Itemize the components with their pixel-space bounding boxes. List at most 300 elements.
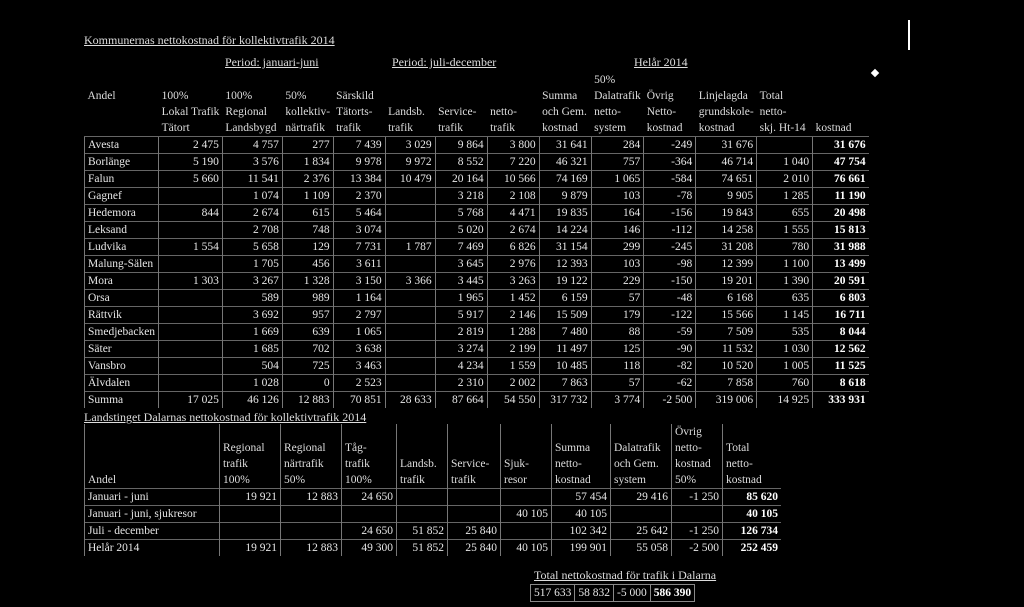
table-cell: 87 664 <box>435 392 487 409</box>
table-cell: -150 <box>644 273 696 290</box>
table-cell: 14 258 <box>696 222 757 239</box>
table-cell: 299 <box>591 239 644 256</box>
table-cell: 2 310 <box>435 375 487 392</box>
county-cost-table <box>84 424 781 556</box>
table-cell: 2 370 <box>333 188 385 205</box>
header-cell <box>644 72 696 88</box>
table-cell: 19 835 <box>539 205 591 222</box>
row-label: Rättvik <box>85 307 159 324</box>
table-cell: 9 972 <box>385 154 435 171</box>
header-cell: Summa <box>552 440 611 456</box>
header-cell <box>448 424 501 440</box>
table-cell: 2 475 <box>159 137 223 154</box>
total-cost-table <box>530 584 695 602</box>
header-cell <box>539 72 591 88</box>
table-cell: 25 840 <box>448 540 501 557</box>
table-cell: -2 500 <box>672 540 723 557</box>
table-cell: 31 676 <box>696 137 757 154</box>
table-cell: 9 978 <box>333 154 385 171</box>
table-cell: -364 <box>644 154 696 171</box>
table-cell: 15 813 <box>813 222 869 239</box>
table-cell: 11 190 <box>813 188 869 205</box>
table-cell: 15 509 <box>539 307 591 324</box>
header-cell: Landsb. <box>397 456 448 472</box>
table-cell: 1 328 <box>282 273 333 290</box>
table-cell: 5 020 <box>435 222 487 239</box>
table-cell: 0 <box>282 375 333 392</box>
header-cell <box>487 72 539 88</box>
table-cell: 1 074 <box>222 188 282 205</box>
header-cell <box>435 72 487 88</box>
header-cell <box>696 72 757 88</box>
header-cell: och Gem. <box>542 106 587 118</box>
table-cell: 1 559 <box>487 358 539 375</box>
municipal-cost-table <box>84 72 869 408</box>
table-cell: 3 267 <box>222 273 282 290</box>
header-cell: netto- <box>552 456 611 472</box>
table-row <box>85 290 869 307</box>
table-cell: 14 925 <box>757 392 813 409</box>
row-label: Helår 2014 <box>85 540 220 557</box>
table-cell: 14 224 <box>539 222 591 239</box>
table-cell: 55 058 <box>611 540 672 557</box>
table-row <box>85 540 782 557</box>
scan-artifact <box>908 20 910 50</box>
table-cell: 456 <box>282 256 333 273</box>
total-cell: 517 633 <box>531 585 575 602</box>
table-cell: 5 917 <box>435 307 487 324</box>
table-cell: 10 566 <box>487 171 539 188</box>
table-cell: 3 274 <box>435 341 487 358</box>
table-cell <box>159 324 223 341</box>
table-cell: 103 <box>591 256 644 273</box>
table-cell: -1 250 <box>672 523 723 540</box>
table-cell: 725 <box>282 358 333 375</box>
table-cell: 40 105 <box>552 506 611 523</box>
table-cell: 3 074 <box>333 222 385 239</box>
table-row <box>85 222 869 239</box>
header-cell: trafik <box>388 122 414 134</box>
header-cell: skj. Ht-14 <box>759 122 806 134</box>
row-label: Vansbro <box>85 358 159 375</box>
header-cell: resor <box>501 472 552 489</box>
header-cell: Total <box>759 90 784 102</box>
header-cell: kostnad <box>552 472 611 489</box>
table-cell: 12 399 <box>696 256 757 273</box>
header-cell: trafik <box>490 122 516 134</box>
table-cell: 9 879 <box>539 188 591 205</box>
header-cell: Övrig <box>646 90 674 102</box>
header-cell: Särskild <box>336 90 374 102</box>
header-cell: närtrafik <box>285 122 325 134</box>
table-cell: 1 164 <box>333 290 385 307</box>
table-cell <box>385 188 435 205</box>
table-cell: 129 <box>282 239 333 256</box>
table-cell: 5 658 <box>222 239 282 256</box>
table-cell: 1 787 <box>385 239 435 256</box>
table-cell: 29 416 <box>611 489 672 506</box>
header-cell <box>487 88 539 104</box>
total-cell: -5 000 <box>614 585 651 602</box>
header-cell: Regional <box>281 440 342 456</box>
row-label: Ludvika <box>85 239 159 256</box>
table-cell: 17 025 <box>159 392 223 409</box>
header-cell: Övrig <box>672 424 723 440</box>
table-row <box>85 171 869 188</box>
table-cell: 760 <box>757 375 813 392</box>
table-cell: 118 <box>591 358 644 375</box>
table-cell: 3 263 <box>487 273 539 290</box>
header-cell <box>281 424 342 440</box>
row-label: Januari - juni, sjukresor <box>85 506 220 523</box>
table-cell: 7 509 <box>696 324 757 341</box>
table-cell: 102 342 <box>552 523 611 540</box>
row-label: Falun <box>85 171 159 188</box>
header-cell: 50% <box>281 472 342 489</box>
table-cell: 3 576 <box>222 154 282 171</box>
header-cell: 50% <box>672 472 723 489</box>
table-cell: 4 471 <box>487 205 539 222</box>
table-cell: 7 469 <box>435 239 487 256</box>
table-cell: 1 065 <box>333 324 385 341</box>
table-cell: 11 532 <box>696 341 757 358</box>
header-cell: trafik <box>397 472 448 489</box>
header-row <box>85 120 869 137</box>
header-cell <box>385 72 435 88</box>
table-cell: 1 390 <box>757 273 813 290</box>
header-cell: Lokal Trafik <box>161 106 220 118</box>
header-cell: 100% <box>161 90 189 102</box>
header-cell: system <box>611 472 672 489</box>
table-cell <box>159 290 223 307</box>
row-label: Avesta <box>85 137 159 154</box>
table-row <box>85 256 869 273</box>
header-cell: kostnad <box>542 122 578 134</box>
header-cell <box>552 424 611 440</box>
header-row <box>85 472 782 489</box>
table-cell: 40 105 <box>501 540 552 557</box>
header-cell <box>448 440 501 456</box>
table-cell: 1 109 <box>282 188 333 205</box>
table-cell: 2 797 <box>333 307 385 324</box>
table-cell: 19 122 <box>539 273 591 290</box>
header-cell: trafik <box>336 122 362 134</box>
table-cell: 1 554 <box>159 239 223 256</box>
table-cell: 3 645 <box>435 256 487 273</box>
table-cell: 1 288 <box>487 324 539 341</box>
table-cell: 24 650 <box>342 523 397 540</box>
header-cell <box>723 424 782 440</box>
table-cell: 3 150 <box>333 273 385 290</box>
table-cell: 504 <box>222 358 282 375</box>
header-cell: trafik <box>448 472 501 489</box>
table-cell <box>159 222 223 239</box>
table-cell: 780 <box>757 239 813 256</box>
table-cell: 1 100 <box>757 256 813 273</box>
row-label: Januari - juni <box>85 489 220 506</box>
table-cell: 3 463 <box>333 358 385 375</box>
table-cell: 6 826 <box>487 239 539 256</box>
header-cell <box>85 120 159 137</box>
header-row <box>85 440 782 456</box>
table-cell <box>385 307 435 324</box>
table-cell: 2 674 <box>222 205 282 222</box>
table-cell: 9 864 <box>435 137 487 154</box>
table-cell: 57 <box>591 290 644 307</box>
table-cell: -112 <box>644 222 696 239</box>
table-cell <box>385 205 435 222</box>
table-cell: 3 638 <box>333 341 385 358</box>
table-cell <box>281 506 342 523</box>
table-row <box>85 506 782 523</box>
table-cell: 1 065 <box>591 171 644 188</box>
header-cell: Service- <box>438 106 477 118</box>
table-cell <box>159 358 223 375</box>
header-cell <box>435 88 487 104</box>
header-cell: Summa <box>542 90 578 102</box>
table-cell <box>501 489 552 506</box>
total-cell: 58 832 <box>575 585 614 602</box>
table-cell: 1 285 <box>757 188 813 205</box>
table-cell: 957 <box>282 307 333 324</box>
table-cell: 146 <box>591 222 644 239</box>
table-cell: 2 674 <box>487 222 539 239</box>
header-cell: Landsbygd <box>225 122 277 134</box>
row-label: Juli - december <box>85 523 220 540</box>
header-cell: netto- <box>490 106 517 118</box>
table-cell: 103 <box>591 188 644 205</box>
header-cell <box>342 424 397 440</box>
table-cell <box>385 375 435 392</box>
header-cell <box>85 72 159 88</box>
total-title: Total nettokostnad för trafik i Dalarna <box>534 568 717 582</box>
table-cell <box>385 324 435 341</box>
table-cell: 10 479 <box>385 171 435 188</box>
row-label: Orsa <box>85 290 159 307</box>
table-cell: 6 159 <box>539 290 591 307</box>
table-cell <box>385 290 435 307</box>
table-cell: 5 190 <box>159 154 223 171</box>
header-cell: Sjuk- <box>501 456 552 472</box>
table-cell <box>672 506 723 523</box>
header-cell: 50% <box>594 74 616 86</box>
table-cell: 277 <box>282 137 333 154</box>
table-cell: 40 105 <box>501 506 552 523</box>
header-cell: kostnad <box>815 122 852 134</box>
table-cell: 702 <box>282 341 333 358</box>
table-cell: 252 459 <box>723 540 782 557</box>
table-cell: 15 566 <box>696 307 757 324</box>
table-cell: 179 <box>591 307 644 324</box>
table-cell <box>385 256 435 273</box>
table-cell: 5 768 <box>435 205 487 222</box>
table-cell: 11 497 <box>539 341 591 358</box>
header-cell: Total <box>723 440 782 456</box>
table-cell: -156 <box>644 205 696 222</box>
header-cell: netto- <box>672 440 723 456</box>
header-cell: kostnad <box>723 472 782 489</box>
table-cell: 7 480 <box>539 324 591 341</box>
row-label: Hedemora <box>85 205 159 222</box>
table-cell: -48 <box>644 290 696 307</box>
table-cell: 74 651 <box>696 171 757 188</box>
header-cell: Tätort <box>161 122 190 134</box>
table-cell: -98 <box>644 256 696 273</box>
table-cell: 19 921 <box>220 540 281 557</box>
period-jul-dec: Period: juli-december <box>392 55 497 69</box>
header-cell: Dalatrafik <box>594 90 641 102</box>
table-cell: 1 705 <box>222 256 282 273</box>
table-cell: 7 439 <box>333 137 385 154</box>
table-cell: 3 800 <box>487 137 539 154</box>
table-cell: 1 555 <box>757 222 813 239</box>
table-cell: 2 108 <box>487 188 539 205</box>
table-cell: 1 452 <box>487 290 539 307</box>
table-cell: 24 650 <box>342 489 397 506</box>
table-cell: 47 754 <box>813 154 869 171</box>
header-cell <box>385 88 435 104</box>
table1-title: Kommunernas nettokostnad för kollektivtrafik 2014 <box>84 33 335 47</box>
table-cell: 12 562 <box>813 341 869 358</box>
table-cell: 13 499 <box>813 256 869 273</box>
table-row <box>85 392 869 409</box>
row-label: Malung-Sälen <box>85 256 159 273</box>
header-cell: 100% <box>225 90 253 102</box>
table-cell: 76 661 <box>813 171 869 188</box>
table-cell: 31 641 <box>539 137 591 154</box>
table-cell: 2 523 <box>333 375 385 392</box>
header-cell: Regional <box>225 106 267 118</box>
table-cell: 3 774 <box>591 392 644 409</box>
table-cell: 844 <box>159 205 223 222</box>
table-cell <box>159 188 223 205</box>
table-cell: 31 208 <box>696 239 757 256</box>
row-label: Mora <box>85 273 159 290</box>
row-label: Säter <box>85 341 159 358</box>
header-cell <box>282 72 333 88</box>
table-cell: -2 500 <box>644 392 696 409</box>
table-cell: 164 <box>591 205 644 222</box>
table-row <box>85 341 869 358</box>
table-cell: 74 169 <box>539 171 591 188</box>
header-cell <box>333 72 385 88</box>
header-cell: Linjelagda <box>698 90 748 102</box>
header-cell <box>501 440 552 456</box>
table-cell: 3 611 <box>333 256 385 273</box>
table-cell <box>385 222 435 239</box>
table-cell: 8 618 <box>813 375 869 392</box>
table-cell: 535 <box>757 324 813 341</box>
table-cell <box>159 307 223 324</box>
table-cell <box>281 523 342 540</box>
table-cell: 126 734 <box>723 523 782 540</box>
table-cell: 6 803 <box>813 290 869 307</box>
table-cell <box>397 506 448 523</box>
period-full-year: Helår 2014 <box>634 55 688 69</box>
header-cell: närtrafik <box>281 456 342 472</box>
header-cell <box>501 424 552 440</box>
header-cell: kollektiv- <box>285 106 331 118</box>
header-cell: netto- <box>759 106 787 118</box>
table-row <box>85 307 869 324</box>
table-cell: -78 <box>644 188 696 205</box>
table-cell: 5 660 <box>159 171 223 188</box>
table-cell: 284 <box>591 137 644 154</box>
header-cell: Regional <box>220 440 281 456</box>
header-cell: Tätorts- <box>336 106 373 118</box>
header-cell: trafik <box>342 456 397 472</box>
row-label: Gagnef <box>85 188 159 205</box>
table-row <box>85 489 782 506</box>
table-cell: 10 520 <box>696 358 757 375</box>
table-cell: 2 976 <box>487 256 539 273</box>
table-cell: -1 250 <box>672 489 723 506</box>
header-row <box>85 72 869 88</box>
table-row <box>85 154 869 171</box>
table-cell: -122 <box>644 307 696 324</box>
table-cell: 3 445 <box>435 273 487 290</box>
table-cell: 2 010 <box>757 171 813 188</box>
table-cell: 88 <box>591 324 644 341</box>
header-cell <box>159 72 223 88</box>
table-cell: 70 851 <box>333 392 385 409</box>
header-cell: trafik <box>438 122 464 134</box>
table-cell: 4 757 <box>222 137 282 154</box>
table-cell <box>220 506 281 523</box>
table-cell: 989 <box>282 290 333 307</box>
table-cell: 7 858 <box>696 375 757 392</box>
table-cell: 589 <box>222 290 282 307</box>
table-cell <box>501 523 552 540</box>
table-cell: 46 126 <box>222 392 282 409</box>
table-cell <box>385 341 435 358</box>
table-cell <box>342 506 397 523</box>
table-cell: 12 883 <box>281 540 342 557</box>
header-cell: 100% <box>342 472 397 489</box>
table-cell: 51 852 <box>397 523 448 540</box>
table-cell: 655 <box>757 205 813 222</box>
table-cell <box>448 506 501 523</box>
table-cell: 3 029 <box>385 137 435 154</box>
table-cell: -584 <box>644 171 696 188</box>
table-cell: 54 550 <box>487 392 539 409</box>
table-cell: 46 321 <box>539 154 591 171</box>
table-cell: 125 <box>591 341 644 358</box>
table-cell: 199 901 <box>552 540 611 557</box>
table-cell: 2 199 <box>487 341 539 358</box>
table-cell: 748 <box>282 222 333 239</box>
table-cell: 4 234 <box>435 358 487 375</box>
table-cell: 7 220 <box>487 154 539 171</box>
table-row <box>85 273 869 290</box>
table-cell <box>220 523 281 540</box>
header-cell <box>85 456 220 472</box>
table-cell: 31 676 <box>813 137 869 154</box>
total-cell: 586 390 <box>650 585 694 602</box>
table-cell: 639 <box>282 324 333 341</box>
table-cell <box>757 137 813 154</box>
header-cell: netto- <box>723 456 782 472</box>
table-cell <box>385 358 435 375</box>
table-cell: 333 931 <box>813 392 869 409</box>
header-cell: trafik <box>220 456 281 472</box>
table-row <box>85 324 869 341</box>
header-cell: kostnad <box>672 456 723 472</box>
table-cell: 8 552 <box>435 154 487 171</box>
header-cell <box>85 424 220 440</box>
row-label: Smedjebacken <box>85 324 159 341</box>
period-jan-jun: Period: januari-juni <box>225 55 319 69</box>
